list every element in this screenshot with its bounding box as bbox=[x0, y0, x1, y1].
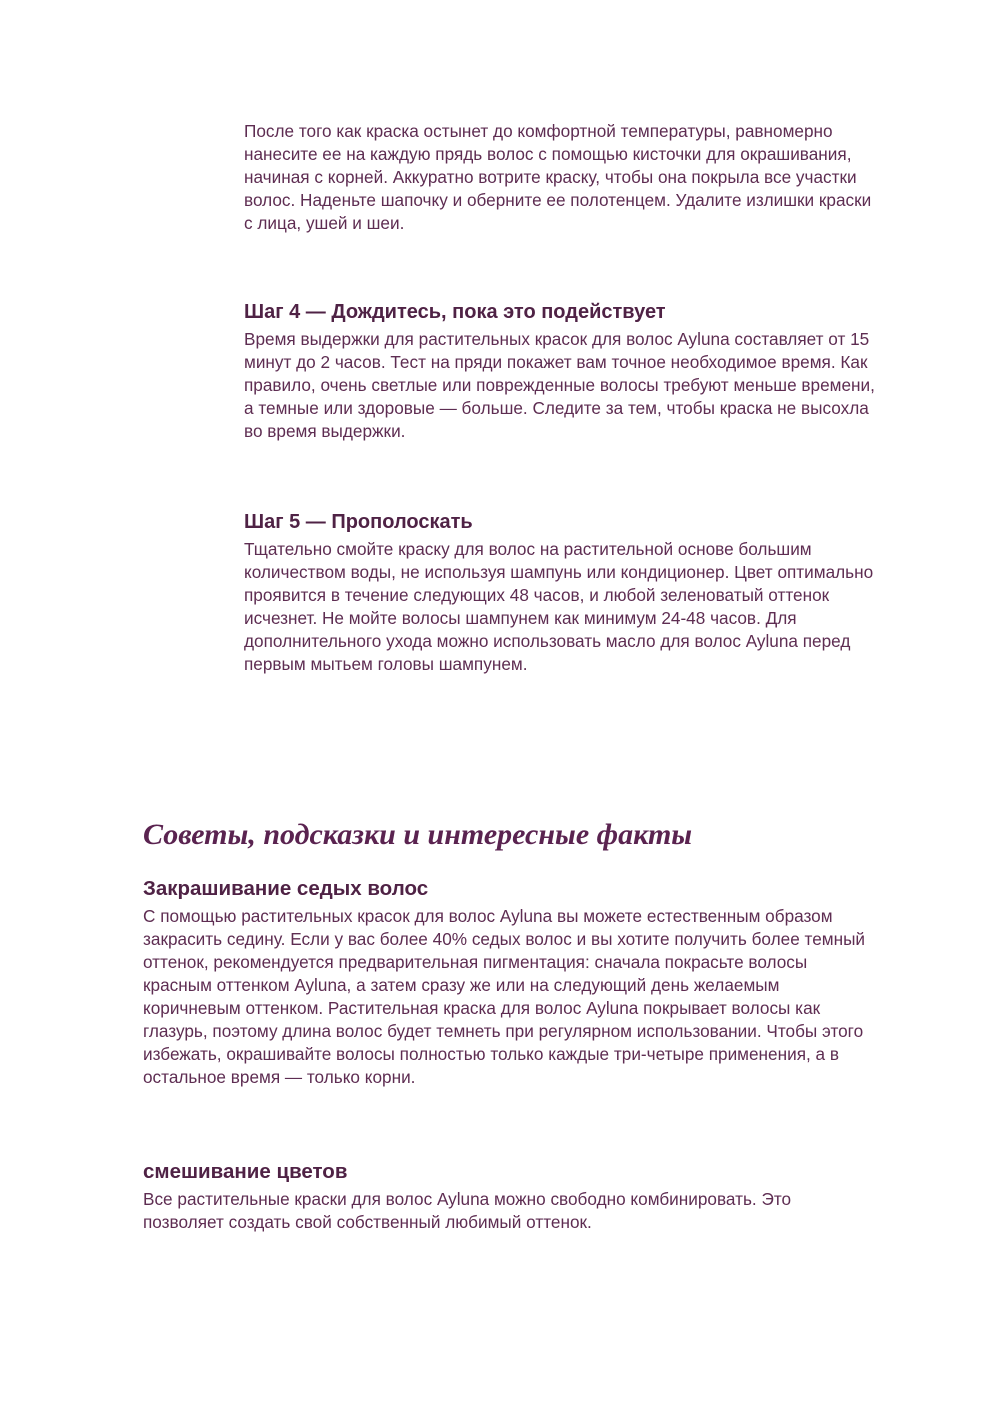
step4-line: правило, очень светлые или поврежденные волосы требуют меньше времени, bbox=[244, 375, 875, 395]
step5-section bbox=[244, 510, 944, 676]
grey-hair-line: глазурь, поэтому длина волос будет темнеть при регулярном использовании. Чтобы этого bbox=[143, 1021, 864, 1041]
step4-paragraph bbox=[244, 328, 944, 443]
step5-line: исчезнет. Не мойте волосы шампунем как минимум 24-48 часов. Для bbox=[244, 608, 797, 628]
grey-hair-line: оттенок, рекомендуется предварительная пигментация: сначала покрасьте волосы bbox=[143, 952, 808, 972]
tips-section-header bbox=[143, 817, 943, 853]
step4-heading: Шаг 4 — Дождитесь, пока это подействует bbox=[244, 301, 666, 323]
color-mixing-paragraph bbox=[143, 1188, 943, 1234]
step5-line: проявится в течение следующих 48 часов, и любой зеленоватый оттенок bbox=[244, 585, 830, 605]
tips-title: Советы, подсказки и интересные факты bbox=[143, 818, 693, 851]
grey-hair-line: красным оттенком Ayluna, а затем сразу же или на следующий день желаемым bbox=[143, 975, 780, 995]
step5-paragraph bbox=[244, 538, 944, 676]
color-mixing-line: Все растительные краски для волос Ayluna можно свободно комбинировать. Это bbox=[143, 1189, 792, 1209]
grey-hair-line: С помощью растительных красок для волос Ayluna вы можете естественным образом bbox=[143, 906, 833, 926]
grey-hair-line: закрасить седину. Если у вас более 40% седых волос и вы хотите получить более темный bbox=[143, 929, 866, 949]
color-mixing-section bbox=[143, 1160, 943, 1234]
step3-line: нанесите ее на каждую прядь волос с помощью кисточки для окрашивания, bbox=[244, 144, 852, 164]
step5-line: первым мытьем головы шампунем. bbox=[244, 654, 528, 674]
color-mixing-line: позволяет создать свой собственный любимый оттенок. bbox=[143, 1212, 592, 1232]
grey-hair-line: коричневым оттенком. Растительная краска для волос Ayluna покрывает волосы как bbox=[143, 998, 821, 1018]
grey-hair-line: избежать, окрашивайте волосы полностью только каждые три-четыре применения, а в bbox=[143, 1044, 840, 1064]
step3-paragraph bbox=[244, 120, 944, 235]
color-mixing-heading: смешивание цветов bbox=[143, 1160, 348, 1183]
step4-line: а темные или здоровые — больше. Следите за тем, чтобы краска не высохла bbox=[244, 398, 869, 418]
step4-line: во время выдержки. bbox=[244, 421, 406, 441]
step3-line: волос. Наденьте шапочку и оберните ее полотенцем. Удалите излишки краски bbox=[244, 190, 872, 210]
grey-hair-heading: Закрашивание седых волос bbox=[143, 877, 429, 900]
step3-line: с лица, ушей и шеи. bbox=[244, 213, 405, 233]
grey-hair-line: остальное время — только корни. bbox=[143, 1067, 416, 1087]
step5-line: дополнительного ухода можно использовать масло для волос Ayluna перед bbox=[244, 631, 851, 651]
step4-line: Время выдержки для растительных красок для волос Ayluna составляет от 15 bbox=[244, 329, 870, 349]
step5-line: Тщательно смойте краску для волос на растительной основе большим bbox=[244, 539, 812, 559]
grey-hair-section bbox=[143, 877, 943, 1089]
grey-hair-paragraph bbox=[143, 905, 943, 1089]
step4-line: минут до 2 часов. Тест на пряди покажет вам точное необходимое время. Как bbox=[244, 352, 868, 372]
step3-line: После того как краска остынет до комфортной температуры, равномерно bbox=[244, 121, 833, 141]
step3-line: начиная с корней. Аккуратно вотрите краску, чтобы она покрыла все участки bbox=[244, 167, 857, 187]
step3-section bbox=[244, 120, 944, 235]
step4-section bbox=[244, 300, 944, 443]
step5-heading: Шаг 5 — Прополоскать bbox=[244, 511, 473, 533]
step5-line: количеством воды, не используя шампунь или кондиционер. Цвет оптимально bbox=[244, 562, 874, 582]
